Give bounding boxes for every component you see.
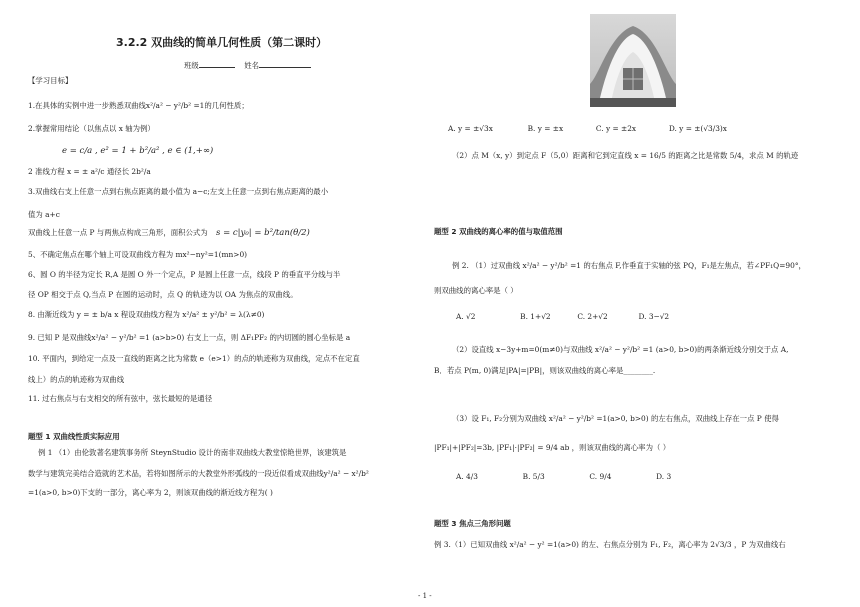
example-2-options <box>456 312 669 322</box>
class-name-line <box>184 59 311 71</box>
formula-eccentricity: e = c/a , e² = 1 + b²/a² , e ∈ (1,+∞) <box>62 146 214 156</box>
goal-5: 5、不确定焦点在哪个轴上可设双曲线方程为 mx²−ny²=1(mn>0) <box>28 250 248 259</box>
cathedral-photo <box>590 14 676 107</box>
example-3a: 例 3.（1）已知双曲线 x²/a² − y² =1(a>0) 的左、右焦点分别为 F₁, F₂，离心率为 2√3/3 ，P 为双曲线右 <box>434 540 786 549</box>
example-1b: 数学与建筑完美结合造就的艺术品，若将如图所示的大教堂外形弧线的一段近似看成双曲线y²/a² − x²/b² <box>28 469 369 478</box>
goal-6a: 6、圆 O 的半径为定长 R,A 是圆 O 外一个定点，P 是圆上任意一点，线段 P 的垂直平分线与半 <box>28 270 341 279</box>
ex1-option-d[interactable]: D. y = ±(√3/3)x <box>668 124 727 133</box>
ex2-option-a[interactable]: A. √2 <box>456 312 476 321</box>
doc-title: 3.2.2 双曲线的简单几何性质（第二课时） <box>116 36 328 49</box>
goal-8: 8. 由渐近线为 y = ± b/a x 程设双曲线方程为 x²/a² ± y²/b² = λ(λ≠0) <box>28 310 265 319</box>
goal-10a: 10. 平面内，到给定一点及一直线的距离之比为常数 e（e>1）的点的轨迹称为双曲线，定点不在定直 <box>28 354 360 363</box>
class-blank[interactable] <box>199 59 235 68</box>
ex1-option-b[interactable]: B. y = ±x <box>527 124 564 133</box>
name-blank[interactable] <box>259 59 311 68</box>
goal-3b: 值为 a+c <box>28 210 60 219</box>
goal-9: 9. 已知 P 是双曲线x²/a² − y²/b² =1 (a>b>0) 右支上一点，则 ΔF₁PF₂ 的内切圆的圆心坐标是 a <box>28 333 351 342</box>
goal-11: 11. 过右焦点与右支相交的所有弦中，弦长最短的是通径 <box>28 394 213 403</box>
topic-1-heading: 题型 1 双曲线性质实际应用 <box>28 432 120 441</box>
ex2-option-c[interactable]: C. 2+√2 <box>577 312 608 321</box>
ex2-option-d[interactable]: D. 3−√2 <box>638 312 670 321</box>
ex2-3-option-c[interactable]: C. 9/4 <box>589 472 612 481</box>
name-label: 姓名 <box>244 61 259 70</box>
ex2-option-b[interactable]: B. 1+√2 <box>520 312 551 321</box>
cathedral-image <box>590 14 676 107</box>
goal-4 <box>28 228 310 238</box>
example-2b: 则双曲线的离心率是（ ） <box>434 286 518 295</box>
goal-4-text: 双曲线上任意一点 P 与两焦点构成三角形，面积公式为 <box>28 228 208 237</box>
goal-10b: 线上）的点的轨迹称为双曲线 <box>28 375 125 384</box>
ex2-3-option-d[interactable]: D. 3 <box>656 472 672 481</box>
topic-3-heading: 题型 3 焦点三角形问题 <box>434 519 511 528</box>
ex1-option-c[interactable]: C. y = ±2x <box>595 124 637 133</box>
example-2-part2a: （2）设直线 x−3y+m=0(m≠0)与双曲线 x²/a² − y²/b² =1 (a>0, b>0)的两条渐近线分别交于点 A, <box>452 345 789 354</box>
example-2-part2b: B．若点 P(m, 0)满足|PA|=|PB|，则该双曲线的离心率是________. <box>434 366 656 375</box>
page-number: - 1 - <box>418 592 432 600</box>
goal-2: 2.掌握常用结论（以焦点以 x 轴为例） <box>28 124 155 133</box>
example-2a: 例 2. （1）过双曲线 x²/a² − y²/b² =1 的右焦点 F,作垂直于实轴的弦 PQ，F₁是左焦点，若∠PF₁Q=90°， <box>452 261 806 270</box>
goal-6b: 径 OP 相交于点 Q,当点 P 在圆的运动时，点 Q 的轨迹为以 OA 为焦点的双曲线。 <box>28 290 298 299</box>
ex1-option-a[interactable]: A. y = ±√3x <box>448 124 493 133</box>
class-label: 班级 <box>184 61 199 70</box>
example-2-part3b: |PF₁|+|PF₂|=3b, |PF₁|·|PF₂| = 9/4 ab ，则该双曲线的离心率为（ ） <box>434 443 671 452</box>
example-1a: 例 1 （1）由伦敦著名建筑事务所 SteynStudio 设计的南非双曲线大教堂惊艳世界，该建筑是 <box>38 448 347 457</box>
goal-3a: 3.双曲线右支上任意一点到右焦点距离的最小值为 a−c;左支上任意一点到右焦点距离的最小 <box>28 187 329 196</box>
section-goals: 【学习目标】 <box>28 76 73 85</box>
ex2-3-option-b[interactable]: B. 5/3 <box>522 472 545 481</box>
ex2-3-option-a[interactable]: A. 4/3 <box>456 472 478 481</box>
example-1-part2: （2）点 M（x, y）到定点 F（5,0）距离和它到定直线 x = 16/5 的距离之比是常数 5/4，求点 M 的轨迹 <box>452 151 799 160</box>
example-1c: =1(a>0, b>0)下支的一部分，离心率为 2，则该双曲线的渐近线方程为( ) <box>28 488 273 497</box>
topic-2-heading: 题型 2 双曲线的离心率的值与取值范围 <box>434 227 563 236</box>
example-1-options <box>448 124 727 134</box>
formula-area: s = c|y₀| = b²/tan(θ/2) <box>216 228 310 238</box>
example-2-part3a: （3）设 F₁, F₂分别为双曲线 x²/a² − y²/b² =1(a>0, b>0) 的左右焦点，双曲线上存在一点 P 使得 <box>452 414 779 423</box>
goal-1: 1.在具体的实例中进一步熟悉双曲线x²/a² − y²/b² =1的几何性质； <box>28 101 249 110</box>
example-2-part3-options <box>456 472 671 482</box>
goal-directrix: 2 准线方程 x = ± a²/c 通径长 2b²/a <box>28 167 151 176</box>
